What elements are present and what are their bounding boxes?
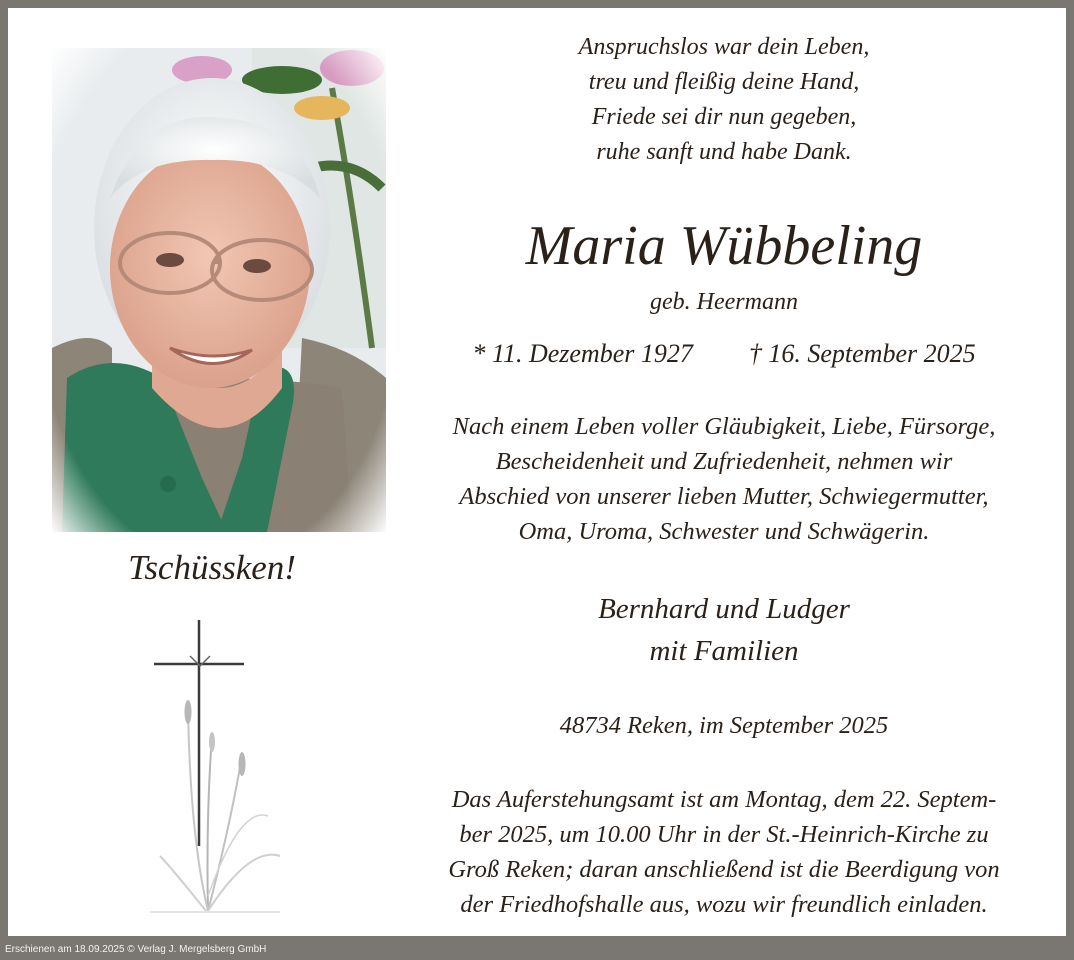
poem-line: treu und fleißig deine Hand,	[588, 69, 860, 95]
announcement-line: Nach einem Leben voller Gläubigkeit, Liebe, Fürsorge,	[452, 413, 996, 440]
mourners-line: mit Familien	[649, 635, 799, 667]
portrait-photo	[52, 48, 386, 532]
announcement-text	[405, 409, 1043, 549]
service-line: Das Auferstehungsamt ist am Montag, dem 22. Septem-	[451, 786, 997, 813]
service-text	[405, 782, 1043, 922]
maiden-name: geb. Heermann	[650, 289, 798, 315]
place-date: 48734 Reken, im September 2025	[559, 712, 889, 739]
service-line: der Friedhofshalle aus, wozu wir freundlich einladen.	[460, 891, 988, 918]
announcement-line: Abschied von unserer lieben Mutter, Schwiegermutter,	[459, 483, 989, 510]
poem-line: Anspruchslos war dein Leben,	[578, 34, 870, 60]
farewell-text: Tschüssken!	[128, 548, 296, 587]
birth-date: * 11. Dezember 1927	[472, 339, 693, 368]
announcement-line: Bescheidenheit und Zufriedenheit, nehmen wir	[495, 448, 953, 475]
death-date: † 16. September 2025	[748, 339, 976, 368]
life-dates	[405, 336, 1043, 372]
service-line: Groß Reken; daran anschließend ist die Beerdigung von	[448, 856, 1000, 883]
poem-line: ruhe sanft und habe Dank.	[596, 139, 852, 165]
service-line: ber 2025, um 10.00 Uhr in der St.-Heinrich-Kirche zu	[459, 821, 989, 848]
poem	[405, 30, 1043, 170]
publication-footer: Erschienen am 18.09.2025 © Verlag J. Mergelsberg GmbH	[5, 944, 267, 955]
cross-icon	[140, 616, 290, 921]
mourners-line: Bernhard und Ludger	[598, 593, 850, 625]
mourners	[405, 588, 1043, 672]
poem-line: Friede sei dir nun gegeben,	[591, 104, 857, 130]
announcement-line: Oma, Uroma, Schwester und Schwägerin.	[518, 518, 930, 545]
deceased-name: Maria Wübbeling	[525, 215, 923, 277]
